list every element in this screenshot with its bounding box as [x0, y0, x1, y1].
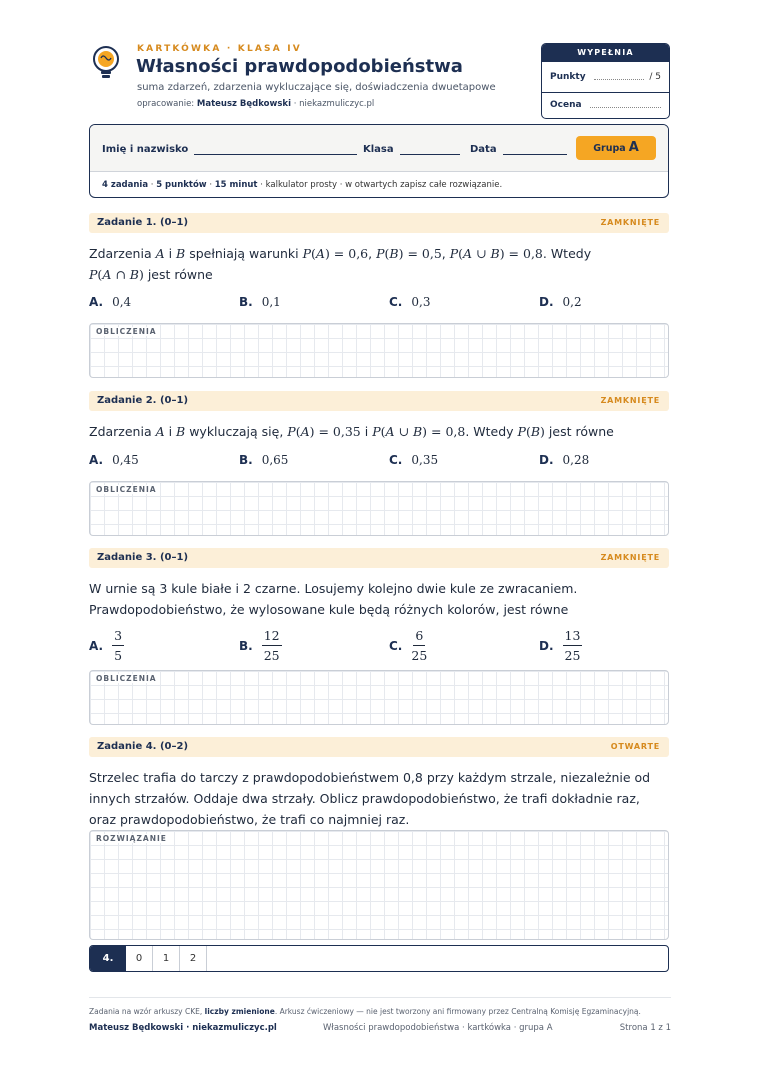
task-3-header — [89, 548, 669, 568]
task-3-question — [89, 578, 669, 620]
answer-letter: B. — [239, 453, 253, 467]
info-rest: · kalkulator prosty · w otwartych zapisz całe rozwiązanie. — [260, 180, 503, 190]
credit-prefix: opracowanie: — [137, 99, 195, 109]
answer-fraction — [262, 628, 282, 663]
task-2-answer-a[interactable] — [89, 453, 139, 467]
group-letter: A — [628, 140, 639, 155]
task-1-answer-d[interactable] — [539, 295, 582, 309]
task-1-title: Zadanie 1. (0–1) — [97, 217, 189, 228]
task-1-answer-c[interactable] — [389, 295, 430, 309]
answer-letter: A. — [89, 453, 104, 467]
footer-divider — [89, 997, 671, 998]
class-field[interactable] — [363, 144, 460, 155]
task-3-answer-c[interactable] — [389, 628, 427, 663]
task-4-tag: OTWARTE — [610, 742, 660, 751]
task-1-tag: ZAMKNIĘTE — [600, 218, 660, 227]
answer-value: 0,35 — [411, 453, 439, 467]
answer-letter: B. — [239, 295, 253, 309]
work-area-label: OBLICZENIA — [96, 485, 160, 494]
task-4-line-3: oraz prawdopodobieństwo, że trafi co najmniej raz. — [89, 812, 410, 827]
task-1-work-area[interactable] — [89, 323, 669, 378]
name-line[interactable] — [194, 145, 357, 155]
task-4-header — [89, 737, 669, 757]
task-1-answer-a[interactable] — [89, 295, 131, 309]
answer-value: 0,45 — [112, 453, 139, 467]
score-option-0[interactable]: 0 — [126, 946, 153, 971]
disclaimer-bold: liczby zmienione — [204, 1007, 275, 1016]
task-4-line-2: innych strzałów. Oddaje dwa strzały. Oblicz prawdopodobieństwo, że trafi dokładnie raz, — [89, 791, 640, 806]
teacher-box-divider — [542, 92, 669, 93]
info-time: 15 minut — [214, 180, 258, 190]
points-max: / 5 — [649, 72, 661, 82]
task-3-answer-b[interactable] — [239, 628, 282, 663]
task-2-answer-b[interactable] — [239, 453, 288, 467]
author-credit — [137, 99, 374, 109]
fraction-numerator: 3 — [112, 628, 124, 646]
info-tasks: 4 zadania — [102, 180, 149, 190]
answer-letter: C. — [389, 295, 403, 309]
answer-letter: A. — [89, 295, 104, 309]
lightbulb-brain-icon — [89, 44, 123, 82]
task-1-header — [89, 213, 669, 233]
answer-fraction — [563, 628, 583, 663]
answer-value: 0,1 — [261, 295, 281, 309]
task-1-question: Zdarzenia A i B spełniają warunki P(A) = 0,6, P(B) = 0,5, P(A ∪ B) = 0,8. Wtedy P(A ∩ B) jest równe — [89, 246, 592, 282]
date-label: Data — [470, 144, 497, 155]
footer-author: Mateusz Będkowski · niekazmuliczyc.pl — [89, 1023, 277, 1033]
quiz-info: 4 zadania · 5 punktów · 15 minut · kalkulator prosty · w otwartych zapisz całe rozwiązanie. — [90, 171, 668, 198]
answer-letter: C. — [389, 453, 403, 467]
task-4-solution-area[interactable] — [89, 830, 669, 940]
task-2-answer-d[interactable] — [539, 453, 589, 467]
disclaimer-part-1: Zadania na wzór arkuszy CKE, — [89, 1007, 203, 1016]
name-field[interactable] — [102, 144, 357, 155]
task-3-tag: ZAMKNIĘTE — [600, 553, 660, 562]
score-option-2[interactable]: 2 — [180, 946, 207, 971]
student-info-box — [89, 124, 669, 198]
task-4-title: Zadanie 4. (0–2) — [97, 741, 189, 752]
fraction-denominator: 5 — [114, 648, 123, 663]
task-4-line-1: Strzelec trafia do tarczy z prawdopodobieństwem 0,8 przy każdym strzale, niezależnie od — [89, 770, 651, 785]
fraction-numerator: 12 — [262, 628, 282, 646]
footer-disclaimer — [89, 1007, 641, 1016]
class-line[interactable] — [400, 145, 460, 155]
answer-fraction — [112, 628, 124, 663]
page-title: Własności prawdopodobieństwa — [136, 56, 463, 77]
answer-value: 0,2 — [562, 295, 582, 309]
answer-letter: B. — [239, 638, 253, 653]
group-badge — [576, 136, 656, 160]
footer-title: Własności prawdopodobieństwa · kartkówka · grupa A — [323, 1023, 553, 1033]
answer-letter: D. — [539, 638, 554, 653]
answer-value: 0,65 — [261, 453, 289, 467]
fraction-numerator: 13 — [563, 628, 583, 646]
points-field[interactable] — [594, 72, 645, 80]
answer-value: 0,4 — [112, 295, 132, 309]
points-row[interactable] — [550, 72, 661, 82]
date-line[interactable] — [503, 145, 567, 155]
score-option-1[interactable]: 1 — [153, 946, 180, 971]
score-task-number: 4. — [90, 946, 126, 971]
grade-field[interactable] — [590, 100, 661, 108]
credit-site: · niekazmuliczyc.pl — [293, 99, 375, 109]
disclaimer-part-2: . Arkusz ćwiczeniowy — nie jest tworzony ani firmowany przez Centralną Komisję Egzaminacyjną. — [274, 1007, 641, 1016]
task-2-title: Zadanie 2. (0–1) — [97, 395, 189, 406]
fraction-numerator: 6 — [413, 628, 425, 646]
footer-page-number: Strona 1 z 1 — [619, 1023, 671, 1033]
task-2-header — [89, 391, 669, 411]
answer-letter: D. — [539, 453, 554, 467]
points-label: Punkty — [550, 72, 586, 82]
solution-area-label: ROZWIĄZANIE — [96, 834, 170, 843]
group-label: Grupa — [593, 143, 626, 154]
answer-letter: C. — [389, 638, 403, 653]
task-3-answer-a[interactable] — [89, 628, 124, 663]
credit-author: Mateusz Będkowski — [196, 99, 292, 109]
task-2-work-area[interactable] — [89, 481, 669, 536]
grade-label: Ocena — [550, 100, 582, 110]
answer-letter: A. — [89, 638, 104, 653]
answer-fraction — [411, 628, 427, 663]
work-area-label: OBLICZENIA — [96, 674, 160, 683]
class-label: Klasa — [363, 144, 394, 155]
task-2-question: Zdarzenia A i B wykluczają się, P(A) = 0,35 i P(A ∪ B) = 0,8. Wtedy P(B) jest równe — [89, 424, 614, 439]
teacher-box-title: WYPEŁNIA NAUCZYCIEL — [542, 44, 669, 62]
fraction-denominator: 25 — [411, 648, 428, 663]
task-4-score-row — [89, 945, 669, 972]
teacher-box — [541, 43, 670, 119]
task-2-tag: ZAMKNIĘTE — [600, 396, 660, 405]
answer-value: 0,3 — [411, 295, 431, 309]
grade-row[interactable] — [550, 100, 661, 110]
task-3-line-1: W urnie są 3 kule białe i 2 czarne. Losujemy kolejno dwie kule ze zwracaniem. — [89, 581, 578, 596]
answer-value: 0,28 — [562, 453, 590, 467]
task-1-answer-b[interactable] — [239, 295, 281, 309]
name-label: Imię i nazwisko — [102, 144, 189, 155]
fraction-denominator: 25 — [564, 648, 581, 663]
task-2-answer-c[interactable] — [389, 453, 438, 467]
work-area-label: OBLICZENIA — [96, 327, 160, 336]
task-4-question — [89, 767, 669, 830]
fraction-denominator: 25 — [263, 648, 280, 663]
answer-letter: D. — [539, 295, 554, 309]
task-3-answer-d[interactable] — [539, 628, 582, 663]
date-field[interactable] — [470, 144, 567, 155]
worksheet-kicker: KARTKÓWKA · KLASA IV — [137, 44, 302, 54]
task-3-work-area[interactable] — [89, 670, 669, 725]
page-subtitle: suma zdarzeń, zdarzenia wykluczające się, doświadczenia dwuetapowe — [137, 82, 496, 93]
info-points: 5 punktów — [156, 180, 207, 190]
task-3-title: Zadanie 3. (0–1) — [97, 552, 189, 563]
task-3-line-2: Prawdopodobieństwo, że wylosowane kule będą różnych kolorów, jest równe — [89, 602, 569, 617]
student-fields — [90, 125, 668, 171]
